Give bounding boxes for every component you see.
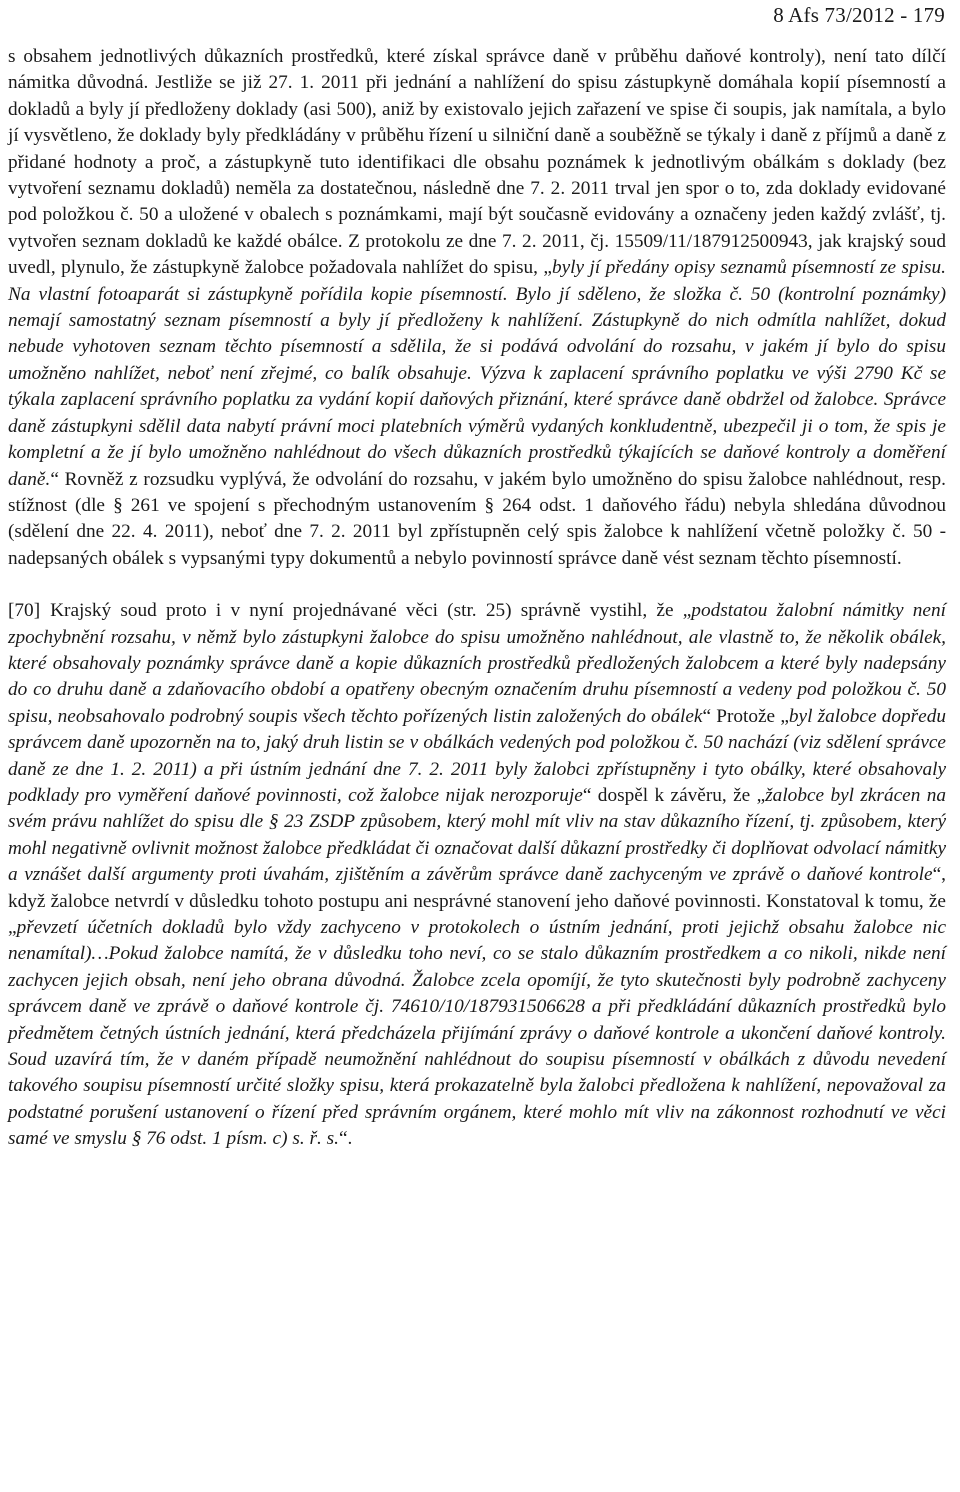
paragraph-text: “ dospěl k závěru, že „ [582, 784, 766, 806]
paragraph-text: s obsahem jednotlivých důkazních prostředků, které získal správce daně v průběhu daňové kontroly), není tato dílčí námitka důvodná. Jestliže se již 27. 1. 2011 při jednání a nahlížení do spisu zástupkyně domáhala kopií písemností a dokladů a byly jí předloženy doklady (asi 500), aniž by existovalo jejich zařazení ve spise či soupis, jak namítala, a bylo jí vysvětleno, že doklady byly předkládány v průběhu řízení u silniční daně a souběžně se týkaly i daně z příjmů a daně z přidané hodnoty a proč, a zástupkyně tuto identifikaci dle obsahu poznámek k jednotlivým obálkám s doklady (bez vytvoření seznamu dokladů) neměla za dostatečnou, následně dne 7. 2. 2011 trval jen spor o to, zda doklady evidované pod položkou č. 50 a uložené v obalech s poznámkami, mají být současně evidovány a označeny jeden každý zvlášť, tj. vytvořen seznam dokladů ke každé obálce. Z protokolu ze dne 7. 2. 2011, čj. 15509/11/187912500943, jak krajský soud uvedl, plynulo, že zástupkyně žalobce požadovala nahlížet do spisu, „ [8, 46, 946, 279]
paragraph-number: [70] [8, 600, 41, 622]
quoted-court-text: žalobce byl zkrácen na svém právu nahlížet do spisu dle § 23 ZSDP způsobem, který mohl mít vliv na stav důkazního řízení, tj. způsobem, který mohl negativně ovlivnit možnost žalobce předkládat či označovat další důkazní prostředky či doplňovat odvolací námitky a vznášet další argumenty proti úvahám, zjištěním a závěrům správce daně zachyceným ve zprávě o daňové kontrole [8, 784, 946, 886]
paragraph-text: “, když žalobce netvrdí v důsledku tohoto postupu ani nesprávné stanovení jeho daňové povinnosti. Konstatoval k tomu, že „ [8, 864, 946, 938]
paragraph-69-continuation [8, 44, 946, 572]
quoted-court-text: byl žalobce dopředu správcem daně upozorněn na to, jaký druh listin se v obálkách vedených pod položkou č. 50 nachází (viz sdělení správce daně ze dne 1. 2. 2011) a při ústním jednání dne 7. 2. 2011 byly žalobci zpřístupněny i tyto obálky, které obsahovaly podklady pro vyměření daňové povinnosti, což žalobce nijak nerozporuje [8, 705, 946, 806]
quoted-protocol-text: byly jí předány opisy seznamů písemností ze spisu. Na vlastní fotoaparát si zástupkyně pořídila kopie písemností. Bylo jí sděleno, že složka č. 50 (kontrolní poznámky) nemají samostatný seznam písemností a byly jí předloženy k nahlížení. Zástupkyně do nich odmítla nahlížet, dokud nebude vyhotoven seznam těchto písemností a sdělila, že si podává odvolání do rozsahu, v jakém jí bylo do spisu umožněno nahlížet, neboť není zřejmé, co balík obsahuje. Výzva k zaplacení správního poplatku ve výši 2790 Kč se týkala zaplacení správního poplatku za vydání kopií daňových přiznání, které správce daně obdržel od žalobce. Správce daně zástupkyni sdělil data nabytí právní moci platebních výměrů vydaných konkludentně, ubezpečil ji o tom, že spis je kompletní a že jí bylo umožněno nahlédnout do všech důkazních prostředků týkajících se daňové kontroly a doměření daně. [8, 257, 946, 490]
paragraph-text: “ Protože „ [702, 705, 789, 727]
page-header-case-number: 8 Afs 73/2012 - 179 [773, 3, 945, 27]
quoted-court-text: podstatou žalobní námitky není zpochybnění rozsahu, v němž bylo zástupkyni žalobce do spisu umožněno nahlédnout, ale vlastně to, že několik obálek, které obsahovaly poznámky správce daně a kopie důkazních prostředků předložených žalobcem a které byly nadepsány do co druhu daně a zdaňovacího období a opatřeny obecným označením druhu písemností a vedeny pod položkou č. 50 spisu, neobsahovalo podrobný soupis všech těchto pořízených listin založených do obálek [8, 600, 946, 727]
paragraph-text: Krajský soud proto i v nyní projednávané věci (str. 25) správně vystihl, že „ [50, 600, 692, 622]
paragraph-text: “ Rovněž z rozsudku vyplývá, že odvolání do rozsahu, v jakém bylo umožněno do spisu žalobce nahlédnout, resp. stížnost (dle § 261 ve spojení s přechodným ustanovením § 264 odst. 1 daňového řádu) nebyla shledána důvodnou (sdělení dne 22. 4. 2011), neboť dne 7. 2. 2011 byl zpřístupněn celý spis žalobce k nahlížení včetně položky č. 50 - nadepsaných obálek s vypsanými typy dokumentů a nebylo povinností správce daně vést seznam těchto písemností. [8, 468, 946, 569]
paragraph-70 [8, 598, 946, 1153]
quoted-court-text: převzetí účetních dokladů bylo vždy zachyceno v protokolech o ústním jednání, proti jejichž obsahu žalobce nic nenamítal)…Pokud žalobce namítá, že v důsledku toho neví, co se stalo důkazním prostředkem a co nikoli, nikde není zachycen jejich obsah, není jeho obrana důvodná. Žalobce zcela opomíjí, že tyto skutečnosti byly podrobně zachyceny správcem daně ve zprávě o daňové kontrole čj. 74610/10/187931506628 a při předkládání důkazních prostředků bylo předmětem četných ústních jednání, která předcházela přijímání zprávy o daňové kontrole a ukončení daňové kontroly. Soud uzavírá tím, že v daném případě neumožnění nahlédnout do soupisu písemností v obálkách z důvodu nevedení takového soupisu písemností určité složky spisu, která prokazatelně byla žalobci předložena k nahlížení, nepovažoval za podstatné porušení ustanovení o řízení před správním orgánem, které mohlo mít vliv na zákonnost rozhodnutí ve věci samé ve smyslu § 76 odst. 1 písm. c) s. ř. s. [8, 917, 946, 1150]
paragraph-text: “. [338, 1128, 353, 1150]
document-body [8, 44, 946, 1153]
